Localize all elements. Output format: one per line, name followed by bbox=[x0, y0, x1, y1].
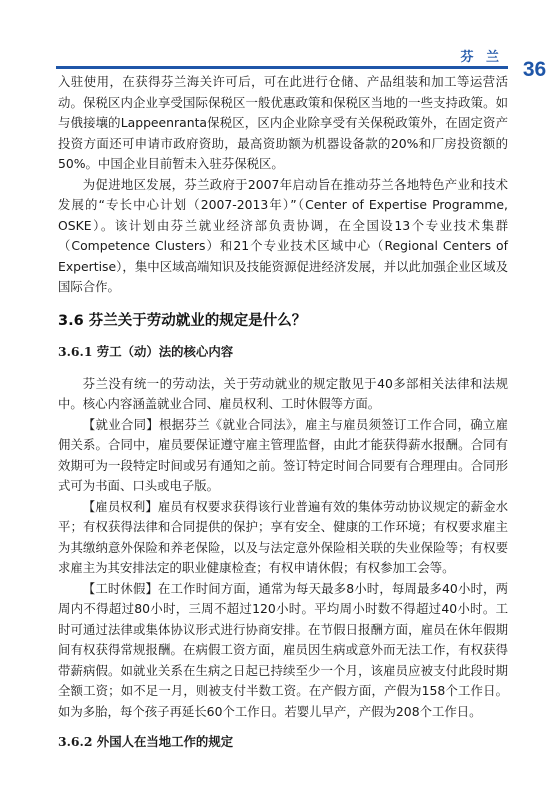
subsection-heading-3-6-1: 3.6.1 劳工（动）法的核心内容 bbox=[58, 343, 234, 359]
page-number: 36 bbox=[522, 58, 547, 81]
running-header-title: 芬 兰 bbox=[460, 50, 503, 65]
paragraph-bonded-zone: 入驻使用，在获得芬兰海关许可后，可在此进行仓储、产品组装和加工等运营活动。保税区内企业享受国际保税区一般优惠政策和保税区当地的一些支持政策。如与俄接壤的Lappeenranta保税区，区内企业除享受有关保税政策外，在固定资产投资方面还可申请市政府资助，最高资助额为机器设备款的20%和厂房投资额的50%。中国企业目前暂未入驻芬保税区。 bbox=[58, 74, 508, 171]
paragraph-oske-programme: 为促进地区发展，芬兰政府于2007年启动旨在推动芬兰各地特色产业和技术发展的“专长中心计划（2007-2013年）”（Center of Expertise Programme, OSKE）。该计划由芬兰就业经济部负责协调，在全国设13个专业技术集群（Competence Clusters）和21个专业技术区域中心（Regional Centers of Expertise），集中区域高端知识及技能资源促进经济发展，并以此加强企业区域及国际合作。 bbox=[58, 176, 508, 294]
section-heading-3-6: 3.6 芬兰关于劳动就业的规定是什么？ bbox=[58, 312, 307, 329]
paragraph-employee-rights: 【雇员权利】雇员有权要求获得该行业普遍有效的集体劳动协议规定的薪金水平；有权获得法律和合同提供的保护；享有安全、健康的工作环境；有权要求雇主为其缴纳意外保险和养老保险，以及与法定意外保险相关联的失业保险等；有权要求雇主为其安排法定的职业健康检查；有权申请休假；有权参加工会等。 bbox=[58, 498, 508, 575]
paragraph-employment-contract: 【就业合同】根据芬兰《就业合同法》，雇主与雇员须签订工作合同，确立雇佣关系。合同中，雇员要保证遵守雇主管理监督，由此才能获得薪水报酬。合同有效期可为一段特定时间或另有通知之前。签订特定时间合同要有合理理由。合同形式可为书面、口头或电子版。 bbox=[58, 416, 508, 493]
paragraph-working-hours-leave: 【工时休假】在工作时间方面，通常为每天最多8小时，每周最多40小时，两周内不得超过80小时，三周不超过120小时。平均周小时数不得超过40小时。工时可通过法律或集体协议形式进行协商安排。在节假日报酬方面，雇员在休年假期间有权获得常规报酬。在病假工资方面，雇员因生病或意外而无法工作，有权获得带薪病假。如就业关系在生病之日起已持续至少一个月，该雇员应被支付此段时期全额工资；如不足一月，则被支付半数工资。在产假方面，产假为158个工作日。如为多胎，每个孩子再延长60个工作日。若婴儿早产，产假为208个工作日。 bbox=[58, 580, 508, 719]
header-rule bbox=[56, 66, 508, 69]
page-body bbox=[58, 72, 508, 764]
paragraph-labor-law-overview: 芬兰没有统一的劳动法，关于劳动就业的规定散见于40多部相关法律和法规中。核心内容涵盖就业合同、雇员权利、工时休假等方面。 bbox=[58, 375, 508, 411]
subsection-heading-3-6-2: 3.6.2 外国人在当地工作的规定 bbox=[58, 734, 234, 749]
